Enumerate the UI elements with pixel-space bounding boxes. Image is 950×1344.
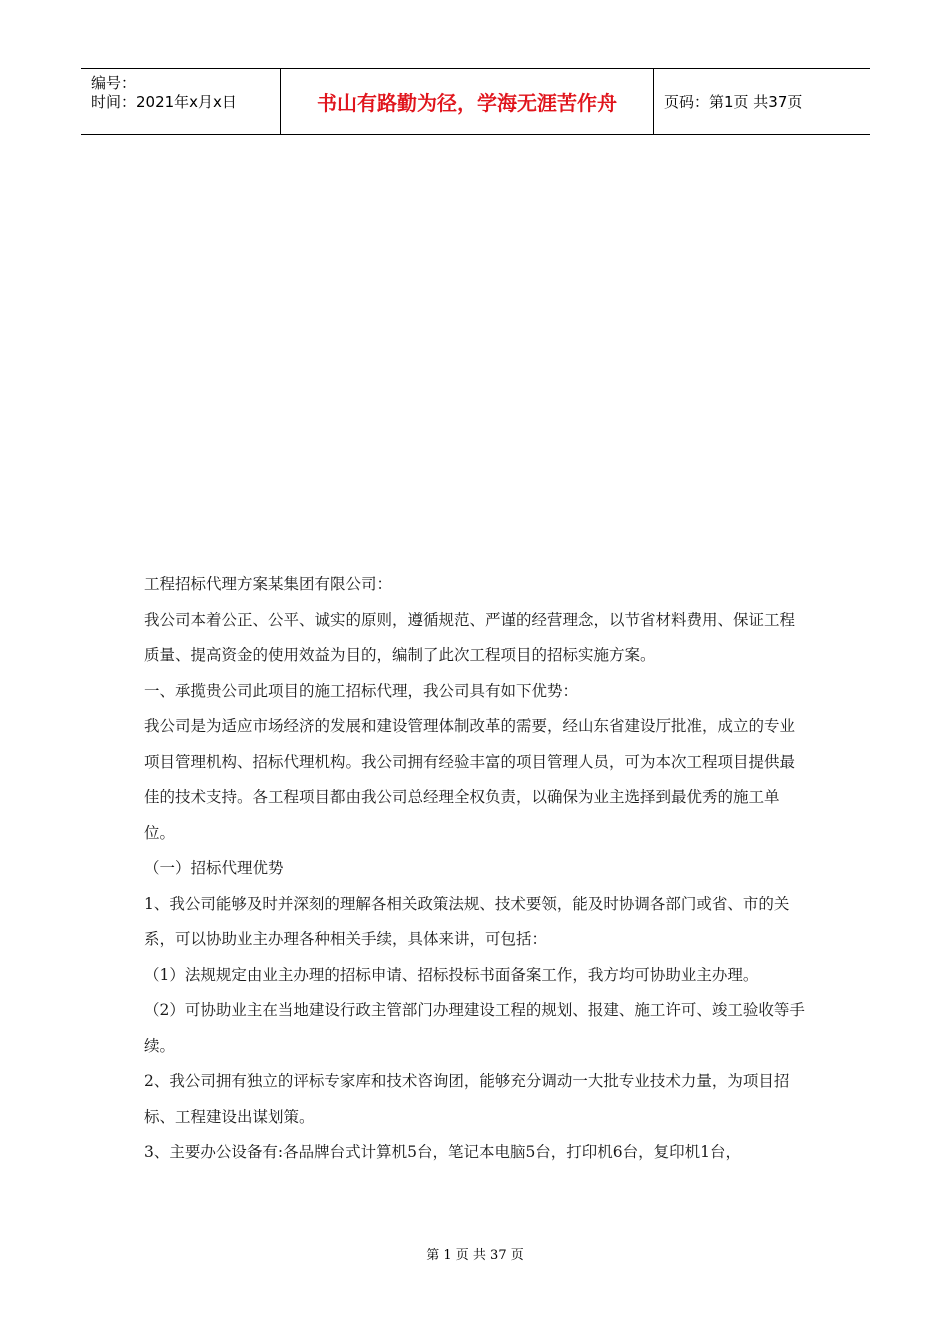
section-heading-advantages: 一、承揽贵公司此项目的施工招标代理，我公司具有如下优势： xyxy=(144,681,579,700)
page-header xyxy=(81,68,870,135)
list-item: （2）可协助业主在当地建设行政主管部门办理建设工程的规划、报建、施工许可、竣工验收等手续。 xyxy=(144,1001,805,1055)
subsection-heading: （一）招标代理优势 xyxy=(144,859,284,877)
header-motto: 书山有路勤为径，学海无涯苦作舟 xyxy=(281,69,654,134)
header-meta-cell xyxy=(81,69,281,134)
list-item: 2、我公司拥有独立的评标专家库和技术咨询团，能够充分调动一大批专业技术力量，为项目招标、工程建设出谋划策。 xyxy=(144,1072,790,1126)
paragraph-intro: 我公司本着公正、公平、诚实的原则，遵循规范、严谨的经营理念，以节省材料费用、保证工程质量、提高资金的使用效益为目的，编制了此次工程项目的招标实施方案。 xyxy=(144,610,796,664)
paragraph-title: 工程招标代理方案某集团有限公司： xyxy=(144,575,393,593)
document-body xyxy=(144,567,810,1171)
page-footer: 第 1 页 共 37 页 xyxy=(426,1248,524,1263)
list-item: （1）法规规定由业主办理的招标申请、招标投标书面备案工作，我方均可协助业主办理。 xyxy=(144,965,759,984)
paragraph-company-profile: 我公司是为适应市场经济的发展和建设管理体制改革的需要，经山东省建设厅批准，成立的专业项目管理机构、招标代理机构。我公司拥有经验丰富的项目管理人员，可为本次工程项目提供最佳的技术支持。各工程项目都由我公司总经理全权负责，以确保为业主选择到最优秀的施工单位。 xyxy=(144,717,796,842)
list-item: 3、主要办公设备有:各品牌台式计算机5台，笔记本电脑5台，打印机6台，复印机1台， xyxy=(144,1143,742,1161)
header-page-code: 页码：第1页 共37页 xyxy=(664,93,803,111)
list-item: 1、我公司能够及时并深刻的理解各相关政策法规、技术要领，能及时协调各部门或省、市的关系，可以协助业主办理各种相关手续，具体来讲，可包括： xyxy=(144,894,790,948)
document-date: 时间：2021年x月x日 xyxy=(91,93,237,111)
document-number-label: 编号： xyxy=(91,74,137,92)
